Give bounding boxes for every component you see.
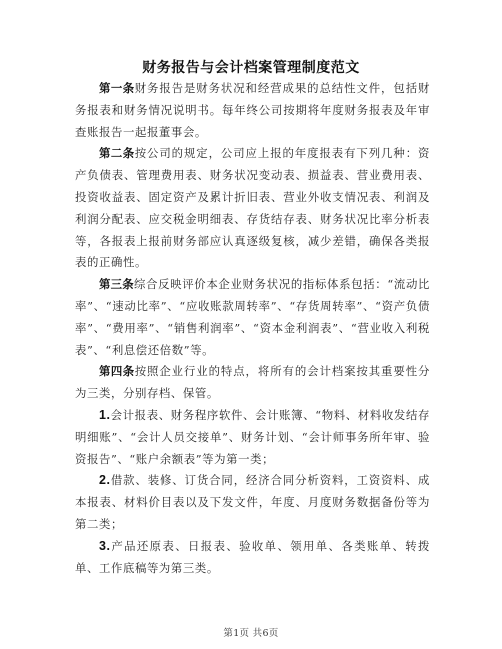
list-item-3 [75, 536, 430, 580]
list-item-text: 借款、装修、订货合同，经济合同分析资料，工资资料、成本报表、材料价目表以及下发文件，年度、月度财务数据备份等为第二类； [75, 473, 430, 531]
list-item-number: 1. [98, 407, 111, 422]
article-2 [75, 143, 430, 274]
article-label: 第三条 [98, 277, 134, 292]
document-body [75, 78, 430, 579]
list-item-text: 会计报表、财务程序软件、会计账簿、“物料、材料收发结存明细账”、“会计人员交接单”、财务计划、“会计师事务所年审、验资报告”、“账户余额表”等为第一类； [75, 407, 430, 466]
page-number-footer: 第1页 共6页 [223, 628, 279, 639]
article-label: 第二条 [98, 146, 135, 161]
article-text: 按照企业行业的特点，将所有的会计档案按其重要性分为三类，分别存档、保管。 [75, 364, 430, 401]
list-item-1 [75, 405, 430, 470]
list-item-text: 产品还原表、日报表、验收单、领用单、各类账单、转拨单、工作底稿等为第三类。 [75, 538, 430, 575]
list-item-2 [75, 470, 430, 535]
article-text: 按公司的规定，公司应上报的年度报表有下列几种：资产负债表、管理费用表、财务状况变动表、损益表、营业费用表、投资收益表、固定资产及累计折旧表、营业外收支情况表、利润及利润分配表、应交税金明细表、存货结存表、财务状况比率分析表等，各报表上报前财务部应认真逐级复核，减少差错，确保各类报表的正确性。 [75, 146, 430, 270]
article-4 [75, 361, 430, 405]
article-3 [75, 274, 430, 361]
list-item-number: 2. [98, 473, 111, 488]
article-label: 第一条 [98, 81, 135, 95]
article-text: 综合反映评价本企业财务状况的指标体系包括：“流动比率”、“速动比率”、“应收账款周转率”、“存货周转率”、“资产负债率”、“费用率”、“销售利润率”、“资本金利润表”、“营业收入利税表”、“利息偿还倍数”等。 [75, 277, 430, 357]
document-title: 财务报告与会计档案管理制度范文 [142, 60, 360, 76]
list-item-number: 3. [98, 538, 111, 553]
article-1 [75, 78, 430, 143]
article-text: 财务报告是财务状况和经营成果的总结性文件，包括财务报表和财务情况说明书。每年终公司按期将年度财务报表及年审查账报告一起报董事会。 [75, 81, 430, 139]
article-label: 第四条 [98, 364, 135, 379]
